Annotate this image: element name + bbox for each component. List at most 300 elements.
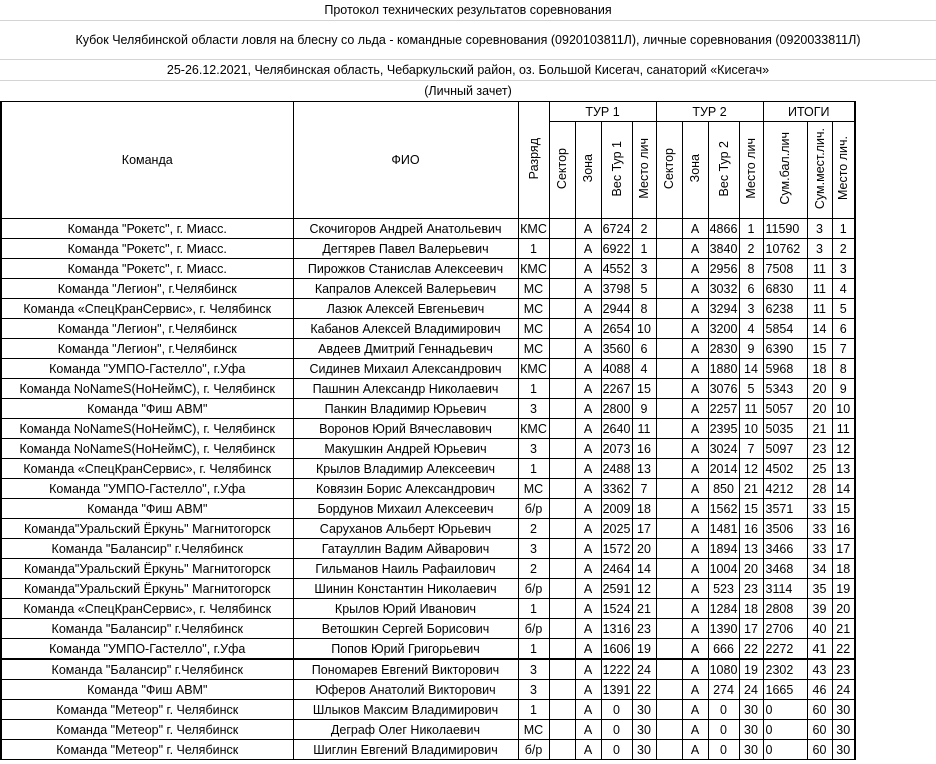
cell-zone2: А <box>682 339 708 359</box>
cell-weight1: 2488 <box>601 459 632 479</box>
cell-weight1: 2464 <box>601 559 632 579</box>
cell-place2: 2 <box>739 239 763 259</box>
cell-rank: 3 <box>518 680 549 700</box>
cell-zone1: А <box>575 659 601 680</box>
cell-final-place: 10 <box>832 399 855 419</box>
table-row <box>1 399 855 419</box>
cell-sector1 <box>549 359 575 379</box>
cell-sector2 <box>656 379 682 399</box>
cell-place1: 2 <box>632 219 656 239</box>
table-row <box>1 379 855 399</box>
cell-zone1: А <box>575 419 601 439</box>
table-row <box>1 619 855 639</box>
table-row <box>1 639 855 660</box>
cell-sector2 <box>656 599 682 619</box>
table-row <box>1 439 855 459</box>
cell-team: Команда "Фиш АВМ" <box>1 399 293 419</box>
cell-place2: 17 <box>739 619 763 639</box>
col-weight1-header <box>601 122 632 219</box>
cell-sector2 <box>656 740 682 760</box>
cell-team: Команда "Балансир" г.Челябинск <box>1 539 293 559</box>
cell-team: Команда "УМПО-Гастелло", г.Уфа <box>1 359 293 379</box>
table-row <box>1 359 855 379</box>
cell-sector2 <box>656 499 682 519</box>
cell-fio: Капралов Алексей Валерьевич <box>293 279 518 299</box>
cell-weight2: 1562 <box>708 499 739 519</box>
cell-sector1 <box>549 559 575 579</box>
cell-sector1 <box>549 219 575 239</box>
cell-sum-points: 4502 <box>763 459 807 479</box>
cell-final-place: 30 <box>832 700 855 720</box>
col-zone2-header <box>682 122 708 219</box>
cell-fio: Макушкин Андрей Юрьевич <box>293 439 518 459</box>
cell-sum-points: 5343 <box>763 379 807 399</box>
cell-place1: 15 <box>632 379 656 399</box>
cell-weight1: 0 <box>601 720 632 740</box>
table-row <box>1 519 855 539</box>
cell-sum-places: 40 <box>807 619 832 639</box>
cell-fio: Деграф Олег Николаевич <box>293 720 518 740</box>
cell-team: Команда "Фиш АВМ" <box>1 680 293 700</box>
table-row <box>1 740 855 760</box>
cell-sum-points: 3506 <box>763 519 807 539</box>
cell-sector2 <box>656 359 682 379</box>
table-row <box>1 659 855 680</box>
cell-sum-places: 11 <box>807 279 832 299</box>
cell-zone2: А <box>682 579 708 599</box>
cell-sum-places: 33 <box>807 519 832 539</box>
results-table <box>0 101 856 760</box>
cell-sum-places: 46 <box>807 680 832 700</box>
tour1-header: ТУР 1 <box>549 102 656 122</box>
cell-weight2: 3032 <box>708 279 739 299</box>
cell-fio: Пономарев Евгений Викторович <box>293 659 518 680</box>
cell-weight1: 1572 <box>601 539 632 559</box>
cell-place1: 3 <box>632 259 656 279</box>
cell-place1: 21 <box>632 599 656 619</box>
cell-sum-points: 0 <box>763 720 807 740</box>
cell-final-place: 7 <box>832 339 855 359</box>
cell-sector2 <box>656 720 682 740</box>
cell-weight1: 1606 <box>601 639 632 660</box>
cell-zone1: А <box>575 539 601 559</box>
cell-sum-places: 3 <box>807 239 832 259</box>
cell-place2: 30 <box>739 720 763 740</box>
cell-sector1 <box>549 539 575 559</box>
cell-final-place: 13 <box>832 459 855 479</box>
cell-sector2 <box>656 619 682 639</box>
cell-fio: Сидинев Михаил Александрович <box>293 359 518 379</box>
cell-zone2: А <box>682 539 708 559</box>
cell-zone1: А <box>575 599 601 619</box>
col-zone1-header <box>575 122 601 219</box>
cell-sum-points: 5968 <box>763 359 807 379</box>
cell-weight1: 2654 <box>601 319 632 339</box>
cell-sector1 <box>549 379 575 399</box>
cell-sum-places: 11 <box>807 299 832 319</box>
cell-weight2: 1880 <box>708 359 739 379</box>
cell-weight1: 2009 <box>601 499 632 519</box>
col-sector2-header <box>656 122 682 219</box>
cell-weight1: 6724 <box>601 219 632 239</box>
cell-zone1: А <box>575 279 601 299</box>
cell-weight1: 1316 <box>601 619 632 639</box>
cell-fio: Бордунов Михаил Алексеевич <box>293 499 518 519</box>
cell-team: Команда "УМПО-Гастелло", г.Уфа <box>1 479 293 499</box>
cell-zone1: А <box>575 319 601 339</box>
cell-sector1 <box>549 419 575 439</box>
cell-zone2: А <box>682 680 708 700</box>
cell-sum-points: 1665 <box>763 680 807 700</box>
cell-weight1: 3798 <box>601 279 632 299</box>
cell-sector2 <box>656 259 682 279</box>
cell-place1: 12 <box>632 579 656 599</box>
cell-zone1: А <box>575 459 601 479</box>
cell-sector1 <box>549 459 575 479</box>
cell-final-place: 11 <box>832 419 855 439</box>
cell-sector2 <box>656 579 682 599</box>
cell-final-place: 15 <box>832 499 855 519</box>
cell-team: Команда "Метеор" г. Челябинск <box>1 700 293 720</box>
cell-sum-places: 18 <box>807 359 832 379</box>
cell-weight1: 6922 <box>601 239 632 259</box>
cell-sum-points: 3466 <box>763 539 807 559</box>
cell-rank: 1 <box>518 639 549 660</box>
cell-zone1: А <box>575 439 601 459</box>
cell-sector1 <box>549 599 575 619</box>
cell-place1: 9 <box>632 399 656 419</box>
cell-zone2: А <box>682 419 708 439</box>
cell-sector2 <box>656 319 682 339</box>
cell-weight2: 2014 <box>708 459 739 479</box>
col-sum-points-header <box>763 122 807 219</box>
cell-place2: 15 <box>739 499 763 519</box>
cell-sector2 <box>656 519 682 539</box>
cell-sum-points: 5097 <box>763 439 807 459</box>
cell-sector1 <box>549 619 575 639</box>
cell-place2: 23 <box>739 579 763 599</box>
cell-place2: 18 <box>739 599 763 619</box>
cell-sum-places: 60 <box>807 740 832 760</box>
cell-place2: 21 <box>739 479 763 499</box>
cell-weight1: 1222 <box>601 659 632 680</box>
cell-sum-points: 6238 <box>763 299 807 319</box>
col-sum-places-header <box>807 122 832 219</box>
cell-sum-points: 6390 <box>763 339 807 359</box>
cell-place2: 14 <box>739 359 763 379</box>
cell-rank: 1 <box>518 379 549 399</box>
cell-sum-places: 15 <box>807 339 832 359</box>
col-weight2-header <box>708 122 739 219</box>
cell-zone2: А <box>682 319 708 339</box>
cell-sum-points: 10762 <box>763 239 807 259</box>
cell-place1: 19 <box>632 639 656 660</box>
cell-sum-points: 2706 <box>763 619 807 639</box>
competition-name: Кубок Челябинской области ловля на блесну со льда - командные соревнования (0920103811Л), личные соревнования (0920033811Л) <box>0 21 936 60</box>
cell-sum-points: 2302 <box>763 659 807 680</box>
cell-weight2: 1481 <box>708 519 739 539</box>
cell-weight1: 2591 <box>601 579 632 599</box>
cell-sector2 <box>656 559 682 579</box>
cell-zone2: А <box>682 599 708 619</box>
cell-sector2 <box>656 439 682 459</box>
cell-sum-places: 28 <box>807 479 832 499</box>
cell-sum-places: 34 <box>807 559 832 579</box>
cell-sum-points: 3114 <box>763 579 807 599</box>
col-place2-label: Место лич <box>744 138 758 199</box>
cell-team: Команда «СпецКранСервис», г. Челябинск <box>1 299 293 319</box>
cell-final-place: 5 <box>832 299 855 319</box>
cell-sum-points: 0 <box>763 740 807 760</box>
cell-weight1: 1391 <box>601 680 632 700</box>
cell-weight1: 2944 <box>601 299 632 319</box>
cell-fio: Кабанов Алексей Владимирович <box>293 319 518 339</box>
cell-zone1: А <box>575 239 601 259</box>
cell-final-place: 2 <box>832 239 855 259</box>
cell-place2: 20 <box>739 559 763 579</box>
col-place1-label: Место лич <box>637 138 651 199</box>
cell-final-place: 14 <box>832 479 855 499</box>
cell-sector2 <box>656 539 682 559</box>
cell-zone2: А <box>682 519 708 539</box>
cell-weight2: 0 <box>708 720 739 740</box>
cell-rank: б/р <box>518 579 549 599</box>
cell-sum-points: 5035 <box>763 419 807 439</box>
cell-weight2: 3840 <box>708 239 739 259</box>
cell-sector2 <box>656 299 682 319</box>
cell-weight2: 2830 <box>708 339 739 359</box>
cell-sector2 <box>656 279 682 299</box>
cell-rank: МС <box>518 720 549 740</box>
cell-sector1 <box>549 700 575 720</box>
cell-rank: 2 <box>518 559 549 579</box>
cell-sector1 <box>549 659 575 680</box>
cell-rank: б/р <box>518 740 549 760</box>
cell-place2: 22 <box>739 639 763 660</box>
cell-sector1 <box>549 479 575 499</box>
cell-weight1: 3560 <box>601 339 632 359</box>
cell-fio: Авдеев Дмитрий Геннадьевич <box>293 339 518 359</box>
cell-sum-places: 23 <box>807 439 832 459</box>
cell-zone1: А <box>575 740 601 760</box>
cell-place2: 24 <box>739 680 763 700</box>
table-row <box>1 459 855 479</box>
cell-sum-points: 0 <box>763 700 807 720</box>
cell-sum-points: 2808 <box>763 599 807 619</box>
cell-zone1: А <box>575 259 601 279</box>
cell-final-place: 20 <box>832 599 855 619</box>
cell-rank: КМС <box>518 419 549 439</box>
cell-rank: 3 <box>518 539 549 559</box>
cell-zone1: А <box>575 359 601 379</box>
cell-weight2: 523 <box>708 579 739 599</box>
cell-sector2 <box>656 639 682 660</box>
cell-sum-places: 43 <box>807 659 832 680</box>
cell-sum-places: 3 <box>807 219 832 239</box>
cell-fio: Дегтярев Павел Валерьевич <box>293 239 518 259</box>
cell-place1: 22 <box>632 680 656 700</box>
col-fio-header: ФИО <box>293 102 518 219</box>
cell-place2: 6 <box>739 279 763 299</box>
table-row <box>1 680 855 700</box>
table-row <box>1 259 855 279</box>
cell-final-place: 24 <box>832 680 855 700</box>
cell-sector2 <box>656 659 682 680</box>
cell-place1: 24 <box>632 659 656 680</box>
cell-fio: Крылов Юрий Иванович <box>293 599 518 619</box>
cell-zone2: А <box>682 259 708 279</box>
cell-place1: 30 <box>632 700 656 720</box>
cell-team: Команда"Уральский Ёркунь" Магнитогорск <box>1 519 293 539</box>
cell-sector1 <box>549 439 575 459</box>
cell-weight2: 4866 <box>708 219 739 239</box>
cell-zone2: А <box>682 499 708 519</box>
cell-place1: 5 <box>632 279 656 299</box>
cell-place2: 12 <box>739 459 763 479</box>
cell-fio: Ветошкин Сергей Борисович <box>293 619 518 639</box>
cell-place1: 16 <box>632 439 656 459</box>
cell-rank: 3 <box>518 399 549 419</box>
cell-zone1: А <box>575 639 601 660</box>
cell-fio: Воронов Юрий Вячеславович <box>293 419 518 439</box>
cell-sum-points: 7508 <box>763 259 807 279</box>
cell-team: Команда "Балансир" г.Челябинск <box>1 659 293 680</box>
cell-weight2: 3076 <box>708 379 739 399</box>
col-sector2-label: Сектор <box>662 147 676 190</box>
cell-rank: МС <box>518 319 549 339</box>
cell-zone2: А <box>682 700 708 720</box>
cell-team: Команда "Метеор" г. Челябинск <box>1 740 293 760</box>
cell-zone1: А <box>575 299 601 319</box>
cell-place1: 14 <box>632 559 656 579</box>
cell-final-place: 9 <box>832 379 855 399</box>
cell-sector1 <box>549 519 575 539</box>
cell-weight1: 2073 <box>601 439 632 459</box>
cell-final-place: 4 <box>832 279 855 299</box>
cell-sector2 <box>656 680 682 700</box>
table-row <box>1 319 855 339</box>
col-zone1-label: Зона <box>581 154 595 183</box>
cell-fio: Ковязин Борис Александрович <box>293 479 518 499</box>
cell-sum-places: 21 <box>807 419 832 439</box>
cell-rank: КМС <box>518 359 549 379</box>
cell-weight1: 0 <box>601 740 632 760</box>
cell-weight2: 274 <box>708 680 739 700</box>
cell-weight2: 2956 <box>708 259 739 279</box>
cell-team: Команда "Рокетс", г. Миасс. <box>1 239 293 259</box>
competition-date-place: 25-26.12.2021, Челябинская область, Чебаркульский район, оз. Большой Кисегач, санаторий «Кисегач» <box>0 60 936 81</box>
cell-zone2: А <box>682 479 708 499</box>
cell-place1: 1 <box>632 239 656 259</box>
table-row <box>1 239 855 259</box>
cell-place2: 8 <box>739 259 763 279</box>
col-final-place-header <box>832 122 855 219</box>
cell-zone2: А <box>682 740 708 760</box>
col-weight2-label: Вес Тур 2 <box>716 140 731 197</box>
cell-weight1: 2800 <box>601 399 632 419</box>
cell-weight1: 1524 <box>601 599 632 619</box>
cell-zone1: А <box>575 399 601 419</box>
cell-rank: б/р <box>518 499 549 519</box>
cell-sector1 <box>549 579 575 599</box>
cell-weight2: 1004 <box>708 559 739 579</box>
cell-place1: 17 <box>632 519 656 539</box>
cell-team: Команда "Фиш АВМ" <box>1 499 293 519</box>
cell-weight1: 4552 <box>601 259 632 279</box>
cell-place2: 7 <box>739 439 763 459</box>
cell-weight2: 3294 <box>708 299 739 319</box>
cell-weight1: 2025 <box>601 519 632 539</box>
cell-weight2: 1894 <box>708 539 739 559</box>
cell-team: Команда"Уральский Ёркунь" Магнитогорск <box>1 559 293 579</box>
cell-sector1 <box>549 299 575 319</box>
cell-sum-places: 20 <box>807 399 832 419</box>
cell-zone1: А <box>575 700 601 720</box>
col-rank-header <box>518 102 549 219</box>
cell-place1: 30 <box>632 720 656 740</box>
cell-place1: 13 <box>632 459 656 479</box>
cell-team: Команда "Легион", г.Челябинск <box>1 319 293 339</box>
cell-zone1: А <box>575 519 601 539</box>
col-sum-points-label: Сум.бал.лич <box>778 132 792 205</box>
col-final-place-label: Место лич. <box>836 136 851 201</box>
cell-fio: Шлыков Максим Владимирович <box>293 700 518 720</box>
cell-sector1 <box>549 319 575 339</box>
cell-fio: Скочигоров Андрей Анатольевич <box>293 219 518 239</box>
cell-fio: Гильманов Наиль Рафаилович <box>293 559 518 579</box>
cell-sector2 <box>656 239 682 259</box>
cell-fio: Пирожков Станислав Алексеевич <box>293 259 518 279</box>
cell-sector1 <box>549 399 575 419</box>
cell-place1: 23 <box>632 619 656 639</box>
table-row <box>1 479 855 499</box>
col-place1-header <box>632 122 656 219</box>
cell-sector1 <box>549 499 575 519</box>
cell-place2: 11 <box>739 399 763 419</box>
cell-zone2: А <box>682 459 708 479</box>
cell-sum-points: 5854 <box>763 319 807 339</box>
cell-place2: 4 <box>739 319 763 339</box>
cell-weight1: 2267 <box>601 379 632 399</box>
cell-place2: 30 <box>739 740 763 760</box>
cell-zone2: А <box>682 720 708 740</box>
cell-rank: 3 <box>518 659 549 680</box>
protocol-title: Протокол технических результатов соревнования <box>0 0 936 21</box>
cell-zone2: А <box>682 639 708 660</box>
cell-sum-places: 11 <box>807 259 832 279</box>
cell-zone1: А <box>575 339 601 359</box>
table-row <box>1 499 855 519</box>
cell-sector1 <box>549 279 575 299</box>
col-place2-header <box>739 122 763 219</box>
cell-final-place: 22 <box>832 639 855 660</box>
cell-weight2: 850 <box>708 479 739 499</box>
cell-zone1: А <box>575 379 601 399</box>
cell-weight2: 0 <box>708 700 739 720</box>
cell-place1: 6 <box>632 339 656 359</box>
cell-sector2 <box>656 479 682 499</box>
cell-sum-places: 60 <box>807 700 832 720</box>
cell-zone2: А <box>682 619 708 639</box>
cell-sum-points: 2272 <box>763 639 807 660</box>
cell-rank: КМС <box>518 219 549 239</box>
cell-final-place: 1 <box>832 219 855 239</box>
cell-fio: Лазюк Алексей Евгеньевич <box>293 299 518 319</box>
cell-weight2: 2257 <box>708 399 739 419</box>
cell-team: Команда "Легион", г.Челябинск <box>1 279 293 299</box>
cell-rank: КМС <box>518 259 549 279</box>
cell-rank: 1 <box>518 239 549 259</box>
